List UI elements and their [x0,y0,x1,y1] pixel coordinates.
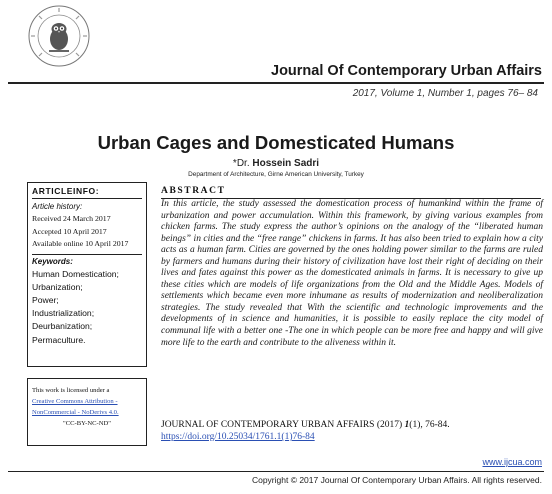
citation [161,419,543,431]
footer-rule [8,471,544,472]
keyword: Deurbanization; [32,321,93,332]
keyword: Urbanization; [32,281,83,292]
keyword: Power; [32,294,59,305]
received-date: Received 24 March 2017 [32,214,111,223]
license-link[interactable]: Creative Commons Attribution - [32,398,118,405]
keyword: Permaculture. [32,334,86,345]
header-rule [8,82,544,84]
doi-link[interactable]: https://doi.org/10.25034/1761.1(1)76-84 [161,432,315,442]
keywords-label: Keywords: [32,256,73,266]
copyright: Copyright © 2017 Journal Of Contemporary Urban Affairs. All rights reserved. [251,475,542,485]
accepted-date: Accepted 10 April 2017 [32,226,107,236]
volume-line: 2017, Volume 1, Number 1, pages 76– 84 [352,88,538,99]
website-link[interactable]: www.ijcua.com [482,457,542,467]
license-box [27,378,147,446]
citation-volume: 1 [404,420,410,430]
abstract-heading: ABSTRACT [161,186,541,199]
license-code: "CC-BY-NC-ND" [63,420,111,427]
author-prefix: *Dr. [232,158,250,169]
history-label: Article history: [32,202,83,211]
license-link-continued[interactable]: NonCommercial - NoDerivs 4.0. [32,409,119,416]
keyword: Industrialization; [32,308,95,319]
author-name: Hossein Sadri [252,158,320,169]
license-text: This work is licensed under a [32,387,110,394]
paper-title: Urban Cages and Domesticated Humans [97,132,455,153]
article-info-box [27,182,147,367]
keyword: Human Domestication; [32,268,119,279]
abstract-body: In this article, the study assessed the domestication process of humankind within the frame of urbanization and power accumulation. Within this framework, by giving various examples from chicken farms. The study express the author’s opinions on the analogy of the “liberated human beings” in cities and the “free range” chickens in farms. It has also been tried to explain how a city acts as a human farm. Cities are governed by the ones holding power similar to the farms are ruled by farmers and humans during their history of civilization have lost their right of deciding on their lives and fates against this power as the domesticated animals in farms. It is necessary to give up these cities which are models of life organizations from the Old and the Middle Ages. Models of settlements which became even more inhumane as results of modernization and neoliberalization strategies. The study revealed that With the scientific and technologic improvements and the developments of in science and humanities, it is possible to easily replace the city model of communal life with a better one -The one in which people can be more free and happy and will give more life to the earth and contribute to the aliveness within it. [161,199,543,348]
author-line [0,158,552,169]
citation-prefix: JOURNAL OF CONTEMPORARY URBAN AFFAIRS (2017) [161,420,403,430]
article-info-heading: ARTICLEINFO: [32,186,142,199]
journal-title: Journal Of Contemporary Urban Affairs [271,63,542,79]
affiliation: Department of Architecture, Girne American University, Turkey [188,171,364,178]
journal-logo [27,4,91,68]
citation-suffix: (1), 76-84. [409,420,450,430]
info-divider [32,254,142,255]
available-date: Available online 10 April 2017 [32,239,129,248]
